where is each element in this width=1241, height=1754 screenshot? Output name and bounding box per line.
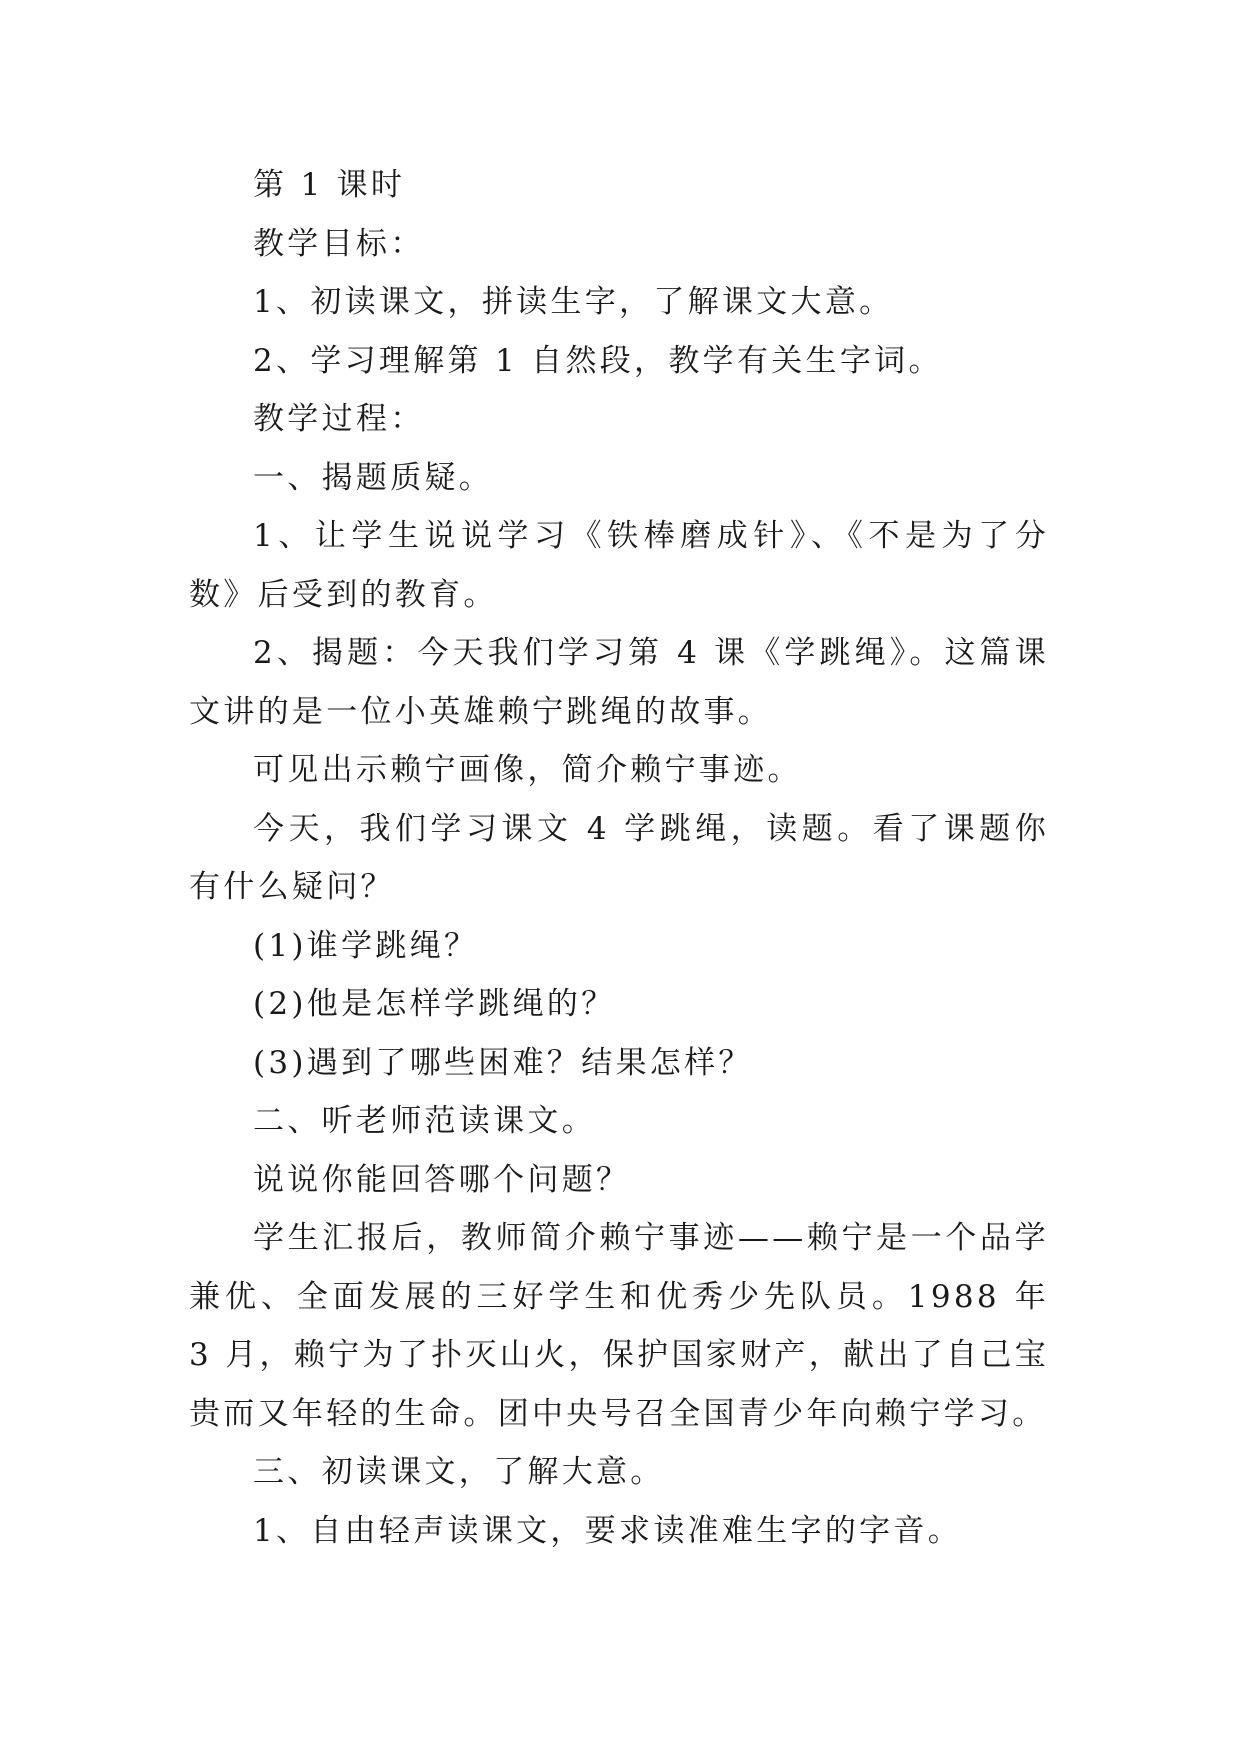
question-item: (1)谁学跳绳？ — [253, 927, 479, 964]
paragraph: 可见出示赖宁画像，简介赖宁事迹。 — [253, 752, 802, 788]
step-heading: 二、听老师范读课文。 — [253, 1103, 596, 1139]
step-heading: 一、揭题质疑。 — [253, 459, 494, 496]
section-heading-process: 教学过程： — [253, 401, 425, 437]
paragraph: 今天，我们学习课文 4 学跳绳，读题。看了课题你有什么疑问？ — [189, 810, 1049, 905]
paragraph: 学生汇报后，教师简介赖宁事迹——赖宁是一个品学兼优、全面发展的三好学生和优秀少先队员。1988 年 3 月，赖宁为了扑灭山火，保护国家财产，献出了自己宝贵而又年轻的生命。团中央号召全国青少年向赖宁学习。 — [189, 1220, 1049, 1432]
objective-item: 1、初读课文，拼读生字，了解课文大意。 — [253, 284, 894, 320]
paragraph: 2、揭题：今天我们学习第 4 课《学跳绳》。这篇课文讲的是一位小英雄赖宁跳绳的故事。 — [189, 635, 1049, 730]
lesson-heading: 第 1 课时 — [253, 167, 406, 203]
question-item: (2)他是怎样学跳绳的？ — [253, 986, 616, 1022]
paragraph: 1、让学生说说学习《铁棒磨成针》、《不是为了分数》后受到的教育。 — [189, 518, 1049, 613]
objective-item: 2、学习理解第 1 自然段，教学有关生字词。 — [253, 342, 943, 379]
document-body — [189, 156, 1049, 1560]
question-item: (3)遇到了哪些困难？结果怎样？ — [253, 1044, 753, 1081]
paragraph: 1、自由轻声读课文，要求读准难生字的字音。 — [253, 1512, 963, 1549]
step-heading: 三、初读课文，了解大意。 — [253, 1454, 665, 1490]
paragraph: 说说你能回答哪个问题？ — [253, 1161, 631, 1198]
section-heading-objectives: 教学目标： — [253, 225, 425, 262]
